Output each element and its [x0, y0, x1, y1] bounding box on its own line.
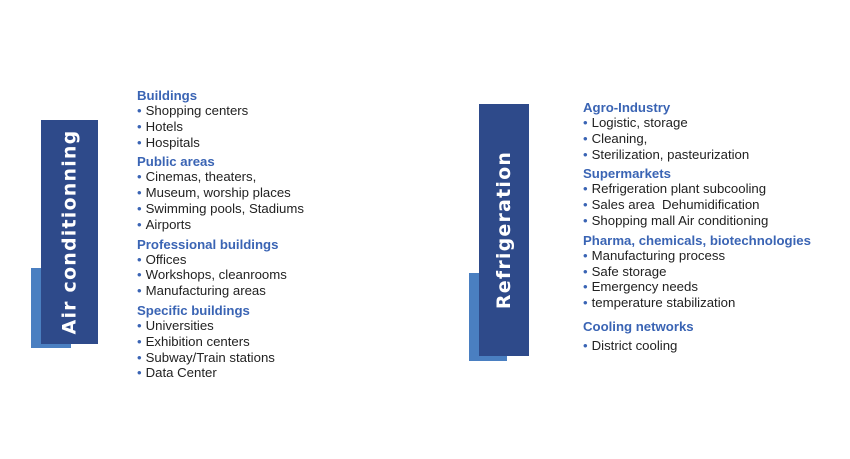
section-title: Pharma, chemicals, biotechnologies	[583, 232, 811, 248]
air-conditioning-bar	[41, 120, 98, 344]
list-item: • Shopping mall Air conditioning	[583, 212, 769, 228]
list-item: • Workshops, cleanrooms	[137, 267, 287, 283]
list-item: • temperature stabilization	[583, 295, 736, 311]
refrigeration-bar	[479, 104, 529, 356]
list-item: • Sterilization, pasteurization	[583, 146, 750, 162]
section-title: Professional buildings	[137, 236, 279, 252]
refrigeration-label: Refrigeration	[493, 150, 515, 310]
air-conditioning-label: Air conditionning	[58, 129, 81, 335]
refrigeration-list	[583, 100, 811, 354]
list-item: • Universities	[137, 317, 214, 333]
list-item: • Museum, worship places	[137, 185, 291, 201]
section-supermarkets	[583, 166, 811, 228]
list-item: • Manufacturing areas	[137, 283, 266, 299]
list-item: • Hotels	[137, 118, 184, 134]
list-item: • Cleaning,	[583, 130, 648, 146]
list-item: • Hospitals	[137, 134, 200, 150]
list-item: • Cinemas, theaters,	[137, 169, 257, 185]
section-title: Buildings	[137, 88, 198, 103]
list-item: • Shopping centers	[137, 103, 249, 118]
section-title: Agro-Industry	[583, 100, 671, 115]
section-cooling-networks	[583, 319, 811, 354]
section-pharma-chemicals	[583, 233, 811, 311]
section-professional-buildings	[137, 237, 304, 299]
list-item: • District cooling	[583, 337, 678, 353]
air-conditioning-list	[137, 88, 304, 381]
list-item: • Logistic, storage	[583, 115, 688, 130]
section-title: Specific buildings	[137, 302, 250, 318]
list-item: • Exhibition centers	[137, 333, 250, 349]
section-title: Public areas	[137, 154, 215, 170]
section-title: Cooling networks	[583, 318, 694, 334]
section-public-areas	[137, 154, 304, 232]
section-buildings	[137, 88, 304, 150]
list-item: • Safe storage	[583, 263, 667, 279]
list-item: • Subway/Train stations	[137, 349, 275, 365]
list-item: • Sales area Dehumidification	[583, 197, 760, 213]
section-specific-buildings	[137, 303, 304, 381]
section-title: Supermarkets	[583, 166, 671, 182]
list-item: • Data Center	[137, 365, 217, 381]
section-agro-industry	[583, 100, 811, 162]
list-item: • Offices	[137, 251, 187, 267]
list-item: • Manufacturing process	[583, 247, 726, 263]
list-item: • Refrigeration plant subcooling	[583, 181, 767, 197]
list-item: • Airports	[137, 216, 192, 232]
list-item: • Swimming pools, Stadiums	[137, 200, 304, 216]
list-item: • Emergency needs	[583, 279, 698, 295]
